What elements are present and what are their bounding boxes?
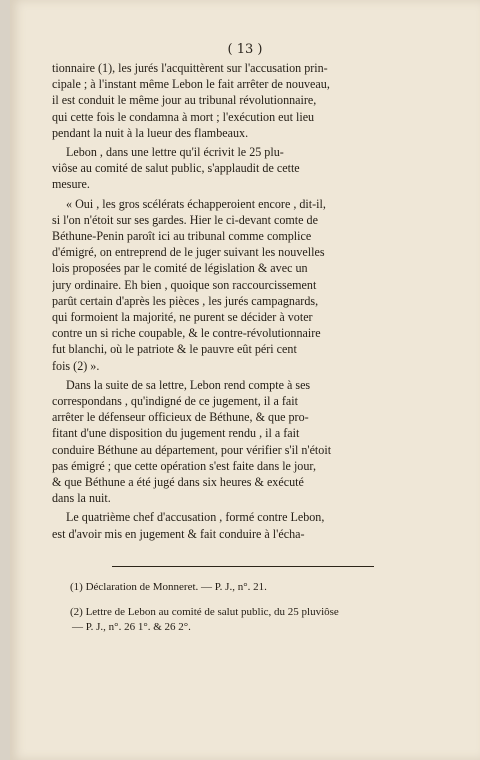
text-line: correspondans , qu'indigné de ce jugement, il a fait [52, 394, 298, 409]
text-line: fois (2) ». [52, 358, 100, 373]
text-line: & que Béthune a été jugé dans six heures & exécuté [52, 475, 304, 490]
text-line: pendant la nuit à la lueur des flambeaux. [52, 125, 249, 140]
text-line: tionnaire (1), les jurés l'acquittèrent sur l'accusation prin- [52, 61, 328, 75]
text-line: pas émigré ; que cette opération s'est faite dans le jour, [52, 458, 316, 473]
footnote: — P. J., n°. 26 1°. & 26 2°. [72, 621, 191, 633]
text-line: si l'on n'étoit sur ses gardes. Hier le ci-devant comte de [52, 212, 318, 227]
text-line: arrêter le défenseur officieux de Béthune, & que pro- [52, 410, 309, 425]
text-line: qui formoient la majorité, ne purent se décider à voter [52, 310, 313, 325]
document-page [10, 0, 480, 760]
text-line: qui cette fois le condamna à mort ; l'exécution eut lieu [52, 109, 315, 124]
text-line: cipale ; à l'instant même Lebon le fait arrêter de nouveau, [52, 77, 330, 92]
text-line: contre un si riche coupable, & le contre-révolutionnaire [52, 326, 321, 341]
text-line: jury ordinaire. Eh bien , quoique son raccourcissement [52, 277, 317, 292]
text-line: mesure. [52, 177, 90, 192]
text-line: est d'avoir mis en jugement & fait conduire à l'écha- [52, 526, 305, 541]
text-line: conduire Béthune au département, pour vérifier s'il n'étoit [52, 442, 332, 457]
text-line: lois proposées par le comité de législation & avec un [52, 261, 308, 276]
text-line: fitant d'une disposition du jugement rendu , il a fait [52, 426, 300, 441]
page-number: ( 13 ) [227, 42, 263, 57]
text-line: il est conduit le même jour au tribunal révolutionnaire, [52, 93, 317, 108]
text-line: Le quatrième chef d'accusation , formé contre Lebon, [66, 510, 325, 525]
text-line: d'émigré, on entreprend de le juger suivant les nouvelles [52, 245, 325, 260]
body-text [52, 60, 434, 542]
text-line: Lebon , dans une lettre qu'il écrivit le 25 plu- [66, 145, 284, 160]
footnotes [70, 580, 438, 635]
footnote: (1) Déclaration de Monneret. — P. J., n°. 21. [70, 581, 267, 593]
text-line: fut blanchi, où le patriote & le pauvre eût péri cent [52, 342, 297, 357]
text-line: Béthune-Penin paroît ici au tribunal comme complice [52, 229, 312, 244]
footnote-divider [112, 566, 374, 567]
text-line: viôse au comité de salut public, s'applaudit de cette [52, 161, 300, 176]
text-line: parût certain d'après les pièces , les jurés campagnards, [52, 293, 319, 308]
text-line: Dans la suite de sa lettre, Lebon rend compte à ses [66, 377, 311, 392]
text-line: dans la nuit. [52, 491, 111, 506]
text-line: « Oui , les gros scélérats échapperoient encore , dit-il, [66, 196, 326, 211]
footnote: (2) Lettre de Lebon au comité de salut public, du 25 pluviôse [70, 606, 339, 618]
